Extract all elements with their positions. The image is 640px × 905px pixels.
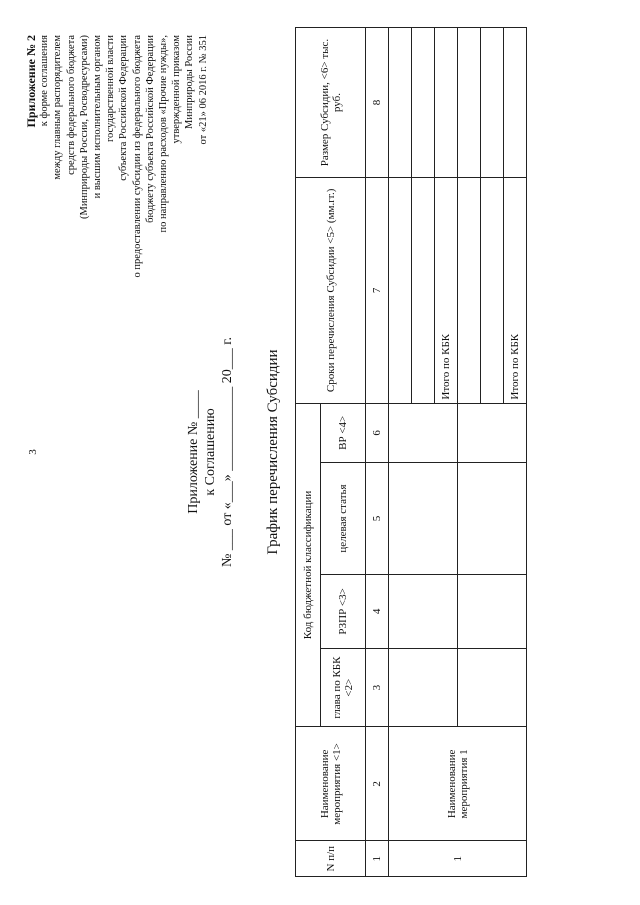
header-glava: глава по КБК <2> — [321, 648, 366, 726]
table-cell — [412, 28, 435, 178]
col-number: 6 — [366, 403, 389, 462]
approval-line: Минприроды России — [184, 35, 196, 129]
table-cell — [389, 463, 458, 575]
itogo-kbk-1: Итого по КБК — [435, 178, 458, 404]
appendix-line-1: Приложение № ____ — [186, 390, 201, 514]
table-cell — [412, 178, 435, 404]
header-kbk: Код бюджетной классификации — [296, 403, 321, 727]
appendix-line-3: № ___ от «___» ____________ 20___ г. — [220, 337, 235, 567]
table-cell — [458, 648, 527, 726]
header-cel: целевая статья — [321, 463, 366, 575]
approval-line: по направлению расходов «Прочие нужды», — [158, 35, 170, 233]
table-cell — [389, 574, 458, 648]
table-cell — [389, 403, 458, 462]
header-srok: Сроки перечисления Субсидии <5> (мм.гг.) — [296, 178, 366, 404]
header-vr: ВР <4> — [321, 403, 366, 462]
table-cell — [458, 574, 527, 648]
table-cell — [458, 403, 527, 462]
col-number: 7 — [366, 178, 389, 404]
col-number: 1 — [366, 841, 389, 877]
approval-line: утвержденной приказом — [171, 35, 183, 144]
header-sum: Размер Субсидии, <6> тыс. руб. — [296, 28, 366, 178]
table-cell — [389, 178, 412, 404]
approval-line: о предоставлении субсидии из федерального бюджета — [131, 35, 143, 278]
table-cell — [481, 28, 504, 178]
approval-line: средств федерального бюджета — [65, 35, 77, 175]
appendix-title — [185, 297, 236, 607]
table-cell — [458, 178, 481, 404]
approval-line: к форме соглашения — [39, 35, 51, 127]
header-rzpr: РЗПР <3> — [321, 574, 366, 648]
header-n: N п/п — [296, 841, 366, 877]
col-number: 4 — [366, 574, 389, 648]
appendix-line-2: к Соглашению — [203, 408, 218, 496]
approval-heading: Приложение № 2 — [24, 35, 38, 128]
approval-date: от «21» 06 2016 г. № 351 — [197, 35, 209, 145]
row-number: 1 — [389, 841, 527, 877]
col-number: 5 — [366, 463, 389, 575]
col-number: 2 — [366, 727, 389, 841]
table-cell — [458, 28, 481, 178]
col-number: 3 — [366, 648, 389, 726]
col-number: 8 — [366, 28, 389, 178]
approval-line: субъекта Российской Федерации — [118, 35, 130, 181]
approval-line: между главным распорядителем — [52, 35, 64, 180]
schedule-title: График перечисления Субсидии — [265, 349, 281, 555]
table-cell — [481, 178, 504, 404]
table-cell — [435, 28, 458, 178]
approval-line: бюджету субъекта Российской Федерации — [144, 35, 156, 223]
table-cell — [389, 648, 458, 726]
approval-line: и высшим исполнительным органом — [92, 35, 104, 199]
table-cell — [504, 28, 527, 178]
itogo-kbk-2: Итого по КБК — [504, 178, 527, 404]
table-cell — [389, 28, 412, 178]
row-name: Наименование мероприятия 1 — [389, 727, 527, 841]
approval-line: (Минприроды России, Росводресурсами) — [78, 35, 90, 220]
document-sheet — [15, 17, 625, 887]
header-name: Наименование мероприятия <1> — [296, 727, 366, 841]
table-cell — [458, 463, 527, 575]
approval-line: государственной власти — [105, 35, 117, 143]
approval-block — [25, 35, 210, 315]
subsidy-schedule-table — [295, 27, 527, 877]
page-number: 3 — [26, 449, 39, 455]
